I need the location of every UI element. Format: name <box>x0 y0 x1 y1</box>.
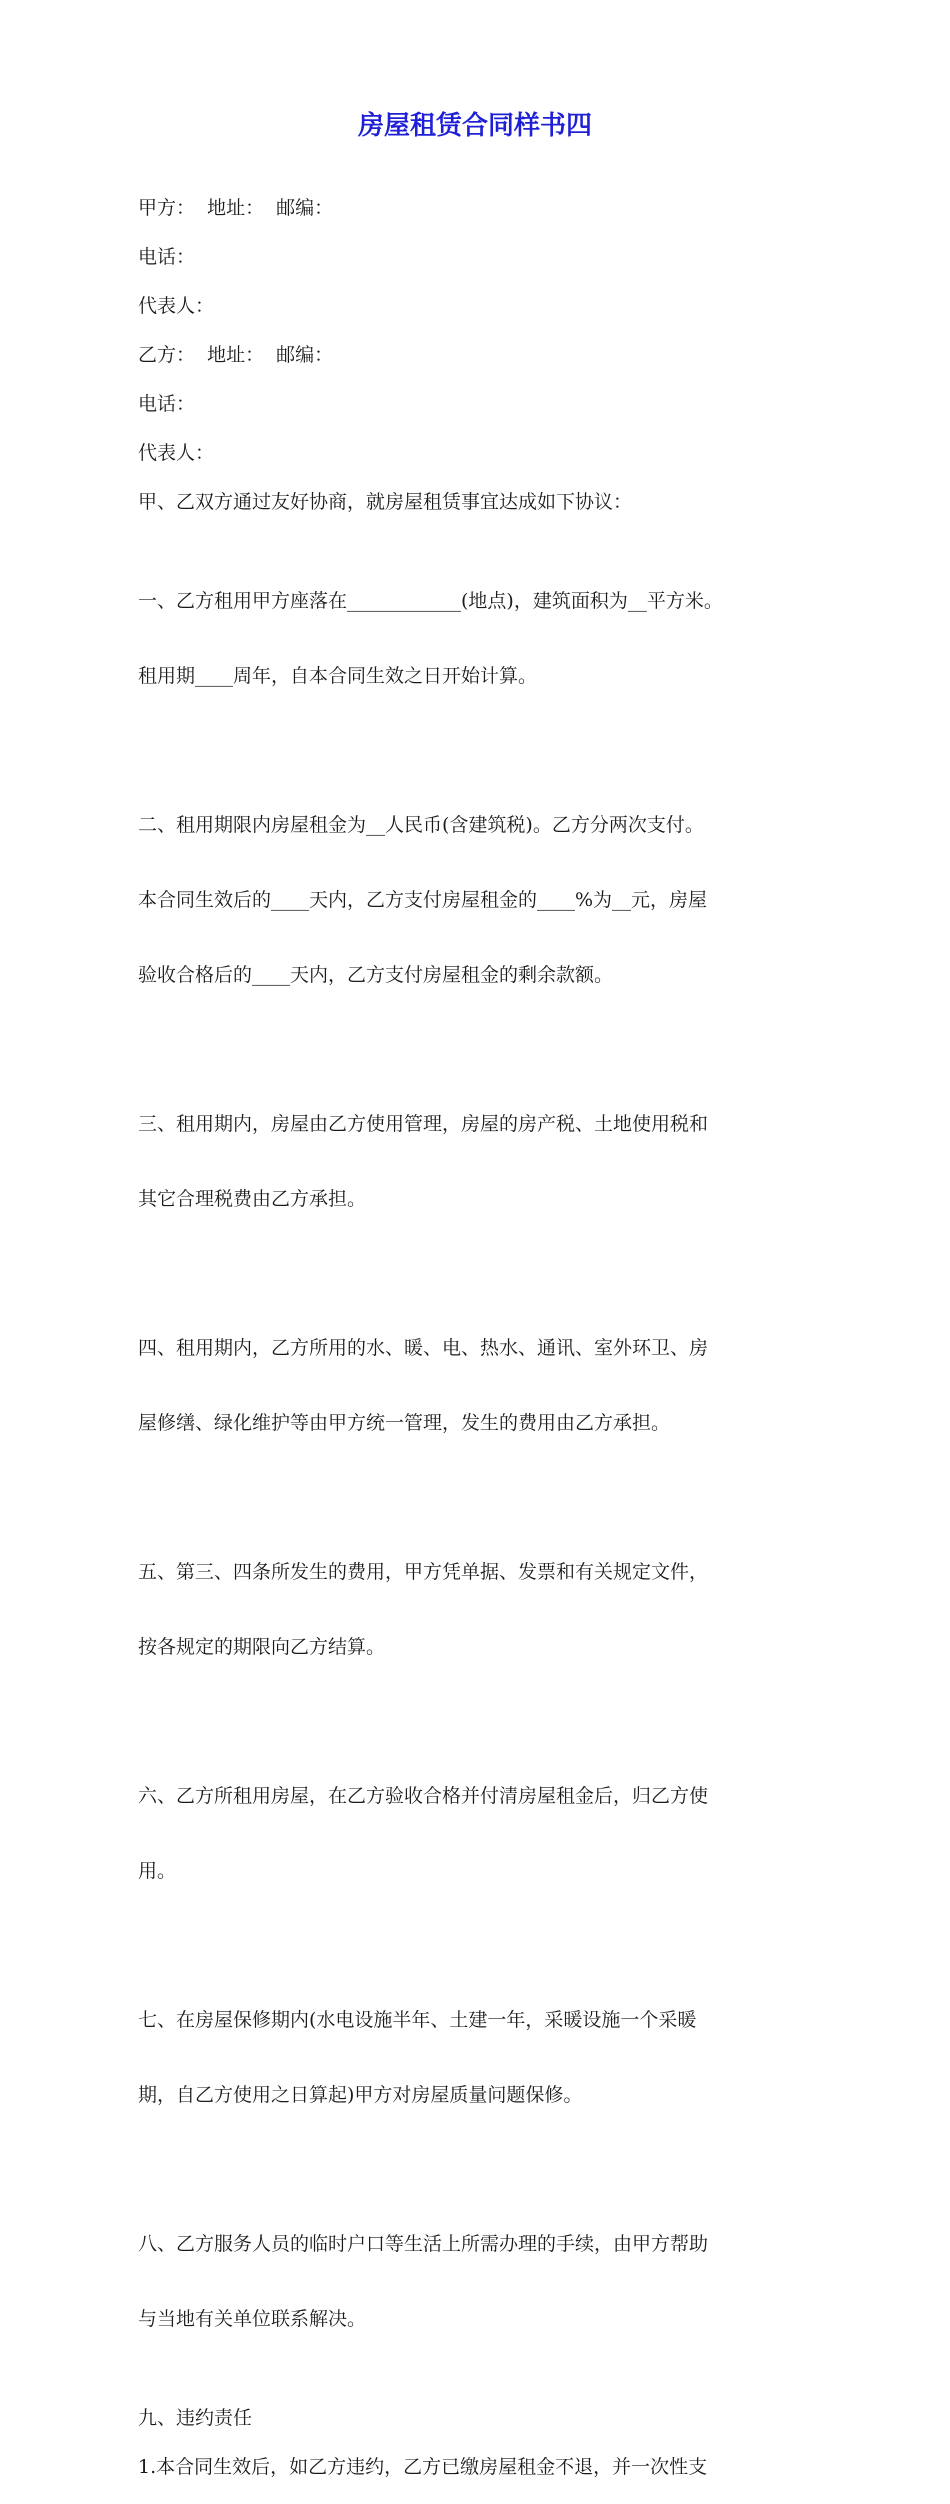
text-line: 其它合理税费由乙方承担。 <box>138 1188 367 1210</box>
document-body <box>138 196 828 2504</box>
text-line: 按各规定的期限向乙方结算。 <box>138 1636 386 1658</box>
agreement-intro <box>138 490 828 515</box>
text-line: 租用期____周年，自本合同生效之日开始计算。 <box>138 665 538 687</box>
party-a-address-line <box>138 196 828 221</box>
text-line: 本合同生效后的____天内，乙方支付房屋租金的____%为__元，房屋 <box>138 889 708 911</box>
clause-7 <box>138 1958 828 2158</box>
clause-5 <box>138 1510 828 1710</box>
party-b-phone-line <box>138 392 828 417</box>
text-line: 1.本合同生效后，如乙方违约，乙方已缴房屋租金不退，并一次性支 <box>138 2456 708 2478</box>
text-line: 代表人： <box>138 442 215 464</box>
text-line: 用。 <box>138 1860 177 1882</box>
clause-3 <box>138 1062 828 1262</box>
text-line: 与当地有关单位联系解决。 <box>138 2308 367 2330</box>
text-line: 电话： <box>138 246 196 268</box>
text-line: 期，自乙方使用之日算起)甲方对房屋质量问题保修。 <box>138 2084 583 2106</box>
text-line: 二、租用期限内房屋租金为__人民币(含建筑税)。乙方分两次支付。 <box>138 814 704 836</box>
text-line: 屋修缮、绿化维护等由甲方统一管理，发生的费用由乙方承担。 <box>138 1412 671 1434</box>
party-b-representative-line <box>138 441 828 466</box>
clause-8 <box>138 2182 828 2382</box>
text-line: 四、租用期内，乙方所用的水、暖、电、热水、通讯、室外环卫、房 <box>138 1337 709 1359</box>
text-line: 七、在房屋保修期内(水电设施半年、土建一年，采暖设施一个采暖 <box>138 2009 697 2031</box>
clause-9-heading <box>138 2406 828 2431</box>
clause-1 <box>138 539 828 739</box>
clause-9-item-1 <box>138 2455 828 2480</box>
party-a-phone-line <box>138 245 828 270</box>
document-title: 房屋租赁合同样书四 <box>357 111 592 141</box>
clause-2 <box>138 763 828 1038</box>
text-line: 六、乙方所租用房屋，在乙方验收合格并付清房屋租金后，归乙方使 <box>138 1785 709 1807</box>
text-line: 三、租用期内，房屋由乙方使用管理，房屋的房产税、土地使用税和 <box>138 1113 709 1135</box>
text-line: 甲、乙双方通过友好协商，就房屋租赁事宜达成如下协议： <box>138 491 633 513</box>
party-a-representative-line <box>138 294 828 319</box>
text-line: 电话： <box>138 393 196 415</box>
text-line: 乙方： 地址： 邮编： <box>138 344 334 366</box>
text-line: 代表人： <box>138 295 215 317</box>
party-b-address-line <box>138 343 828 368</box>
clause-6 <box>138 1734 828 1934</box>
text-line: 五、第三、四条所发生的费用，甲方凭单据、发票和有关规定文件， <box>138 1561 709 1583</box>
text-line: 九、违约责任 <box>138 2407 253 2429</box>
text-line: 一、乙方租用甲方座落在____________(地点)，建筑面积为__平方米。 <box>138 590 723 612</box>
clause-4 <box>138 1286 828 1486</box>
text-line: 验收合格后的____天内，乙方支付房屋租金的剩余款额。 <box>138 964 614 986</box>
text-line: 甲方： 地址： 邮编： <box>138 197 334 219</box>
text-line: 八、乙方服务人员的临时户口等生活上所需办理的手续，由甲方帮助 <box>138 2233 709 2255</box>
